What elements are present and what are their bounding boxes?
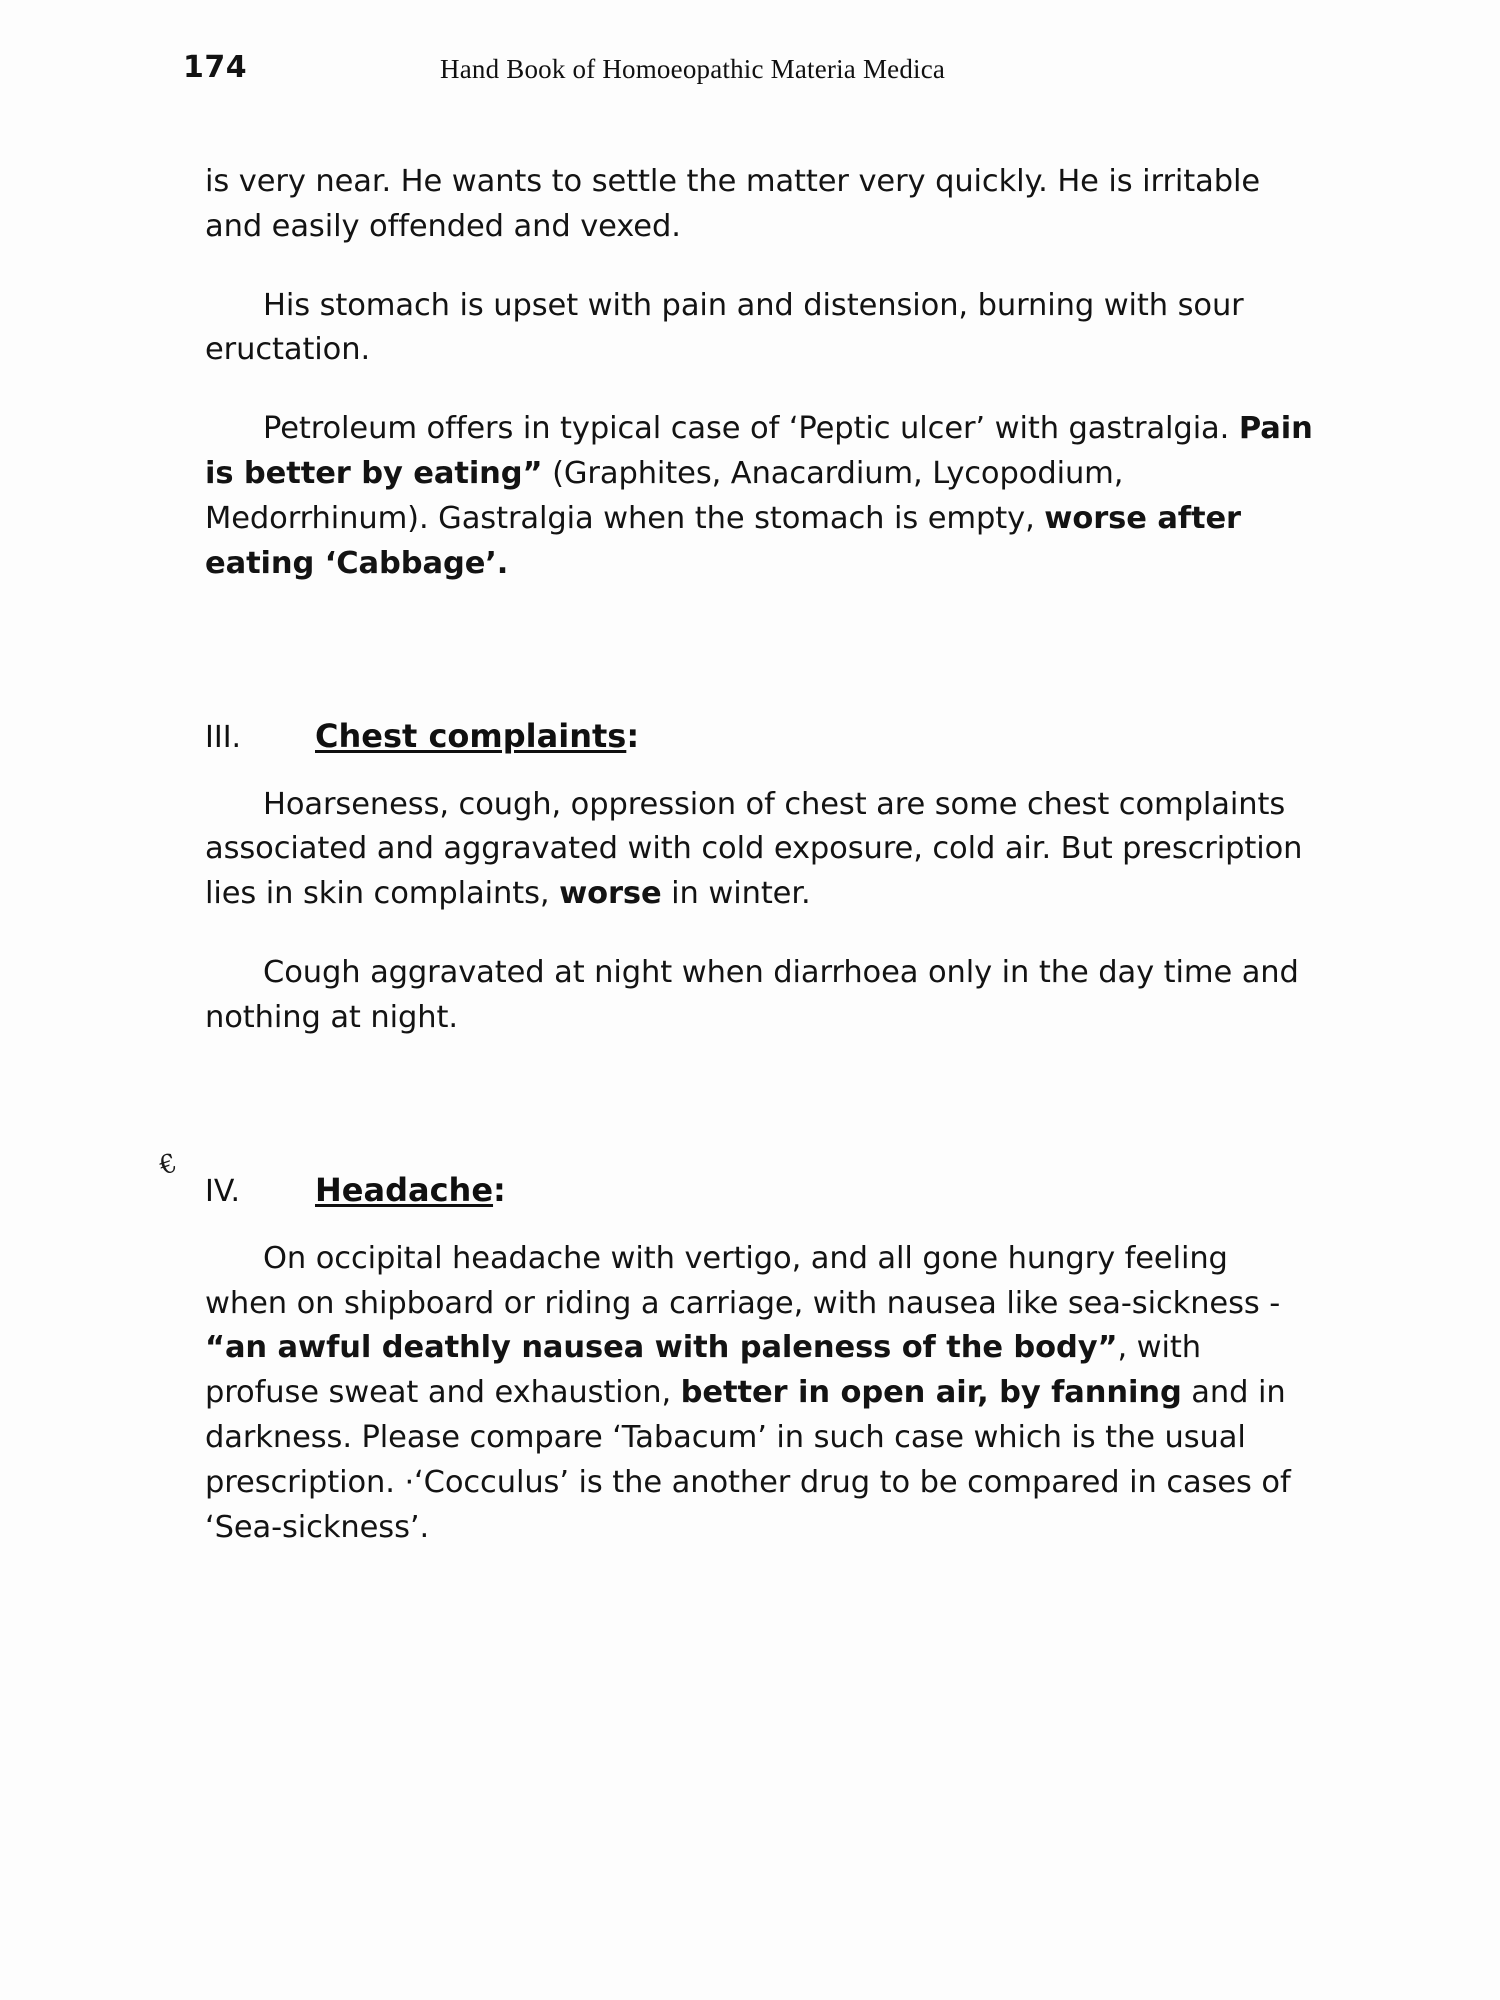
body-text: Hoarseness, cough, oppression of chest are some chest complaints associated and aggravated with cold exposure, cold air. But prescription lies in skin complaints, (205, 786, 1303, 912)
section-title-colon: : (626, 716, 640, 755)
section-number: IV. (205, 1173, 241, 1209)
section-title (315, 717, 639, 755)
page-number: 174 (183, 50, 248, 85)
section-title (315, 1171, 506, 1209)
running-head (0, 50, 1500, 94)
paragraph (205, 1237, 1315, 1551)
emphasis-text: Pain is better by eating” (205, 411, 1313, 492)
emphasis-text: worse (559, 876, 662, 912)
body-text: Cough aggravated at night when diarrhoea only in the day time and nothing at night. (205, 955, 1299, 1035)
paragraph (205, 407, 1315, 586)
running-head-title: Hand Book of Homoeopathic Materia Medica (440, 54, 946, 84)
margin-ink-mark: € (155, 1148, 181, 1182)
paragraph (205, 951, 1315, 1041)
body-text: , with profuse sweat and exhaustion, (205, 1330, 1201, 1411)
body-text: On occipital headache with vertigo, and all gone hungry feeling when on shipboard or riding a carriage, with nausea like sea-sickness - (205, 1240, 1281, 1321)
section-heading-headache (205, 1171, 1315, 1209)
paragraph (205, 284, 1315, 374)
section-heading-chest (205, 717, 1315, 755)
section-spacer (205, 1075, 1315, 1171)
paragraph (205, 160, 1315, 250)
body-text: His stomach is upset with pain and distension, burning with sour eructation. (205, 287, 1244, 368)
body-text-column (205, 160, 1315, 1585)
emphasis-text: better in open air, by fanning (680, 1375, 1182, 1411)
section-title-colon: : (493, 1170, 506, 1209)
emphasis-text: “an awful deathly nausea with paleness of the body” (205, 1330, 1118, 1366)
body-text: is very near. He wants to settle the matter very quickly. He is irritable and easily offended and vexed. (205, 164, 1261, 244)
body-text: (Graphites, Anacardium, Lycopodium, Medorrhinum). Gastralgia when the stomach is empty, (205, 456, 1124, 536)
section-title-text: Headache (315, 1170, 494, 1209)
body-text: in winter. (661, 876, 811, 912)
section-spacer (205, 621, 1315, 717)
paragraph (205, 783, 1315, 917)
body-text: Petroleum offers in typical case of ‘Peptic ulcer’ with gastralgia. (263, 411, 1239, 447)
body-text: and in darkness. Please compare ‘Tabacum’ in such case which is the usual prescription. ·‘Cocculus’ is the another drug to be compared in cases of ‘Sea-sickness’. (205, 1375, 1291, 1545)
section-title-text: Chest complaints (315, 716, 627, 755)
section-number: III. (205, 719, 242, 755)
emphasis-text: worse after eating ‘Cabbage’. (205, 500, 1241, 581)
